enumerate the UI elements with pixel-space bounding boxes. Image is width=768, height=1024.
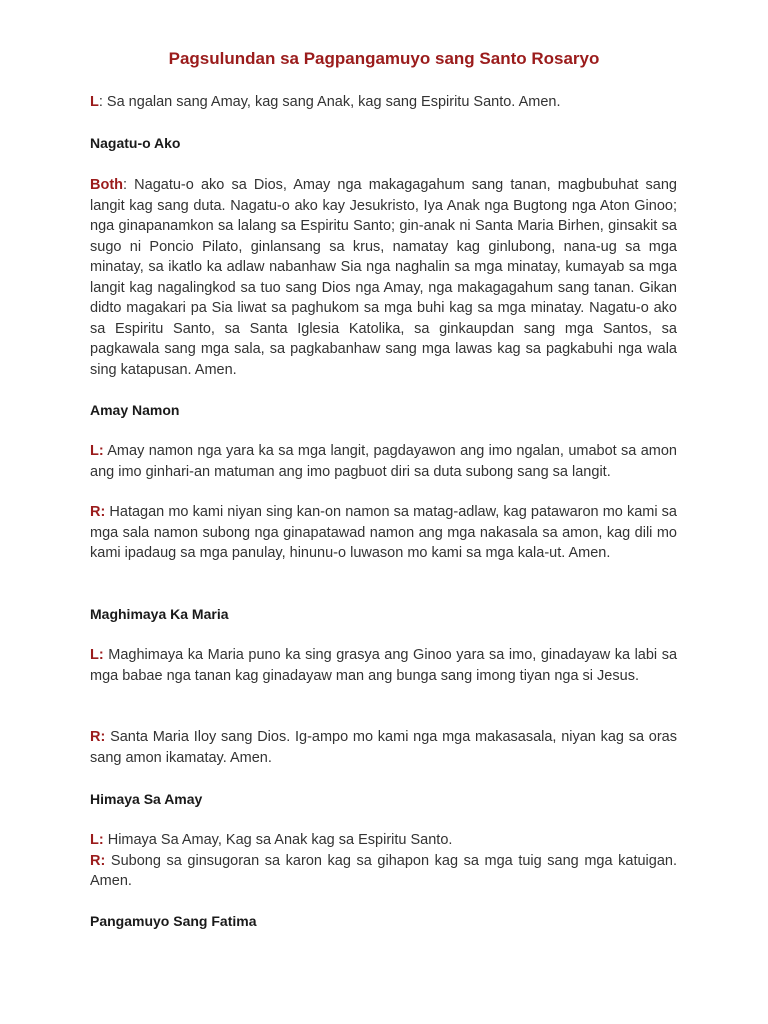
section-heading-nagatu-o-ako: Nagatu-o Ako — [90, 135, 181, 151]
section-heading-maghimaya-ka-maria: Maghimaya Ka Maria — [90, 606, 229, 622]
maghimaya-leader-text: Maghimaya ka Maria puno ka sing grasya ang Ginoo yara sa imo, ginadayaw ka labi sa mga babae nga tanan kag ginadayaw man ang bunga sang imong tiyan nga si Jesus. — [90, 647, 678, 684]
speaker-label: L: — [90, 443, 104, 459]
intro-paragraph — [90, 92, 677, 113]
maghimaya-leader — [90, 645, 677, 686]
amay-namon-leader — [90, 441, 677, 482]
speaker-label: Both — [90, 177, 124, 193]
creed-text: Nagatu-o ako sa Dios, Amay nga makagagahum sang tanan, magbubuhat sang langit kag sang duta. Nagatu-o ako kay Jesukristo, Iya Anak nga Bugtong nga Aton Ginoo; nga ginapanamkon sa lalang sa Espiritu Santo; gin-anak ni Santa Maria Birhen, ginsakit sa sugo ni Poncio Pilato, ginlansang sa krus, namatay kag ginlubong, nana-ug sa mga minatay, sa ikatlo ka adlaw nabanhaw Sia nga naghalin sa mga minatay, kumayab sa mga langit kag nagalingkod sa tuo sang Dios nga Amay, nga makagagahum sang tanan. Gikan didto magakari pa Sia liwat sa paghukom sa mga buhi kag sa mga minatay. Nagatu-o ako sa Espiritu Santo, sa Santa Iglesia Katolika, sa ginkaupdan sang mga Santos, sa pagkawala sang mga sala, sa pagkabanhaw sang mga lawas kag sa pagkabuhi nga wala sing katapusan. Amen. — [90, 177, 677, 378]
maghimaya-response-text: Santa Maria Iloy sang Dios. Ig-ampo mo kami nga mga makasasala, niyan kag sa oras sang amon ikamatay. Amen. — [90, 729, 678, 766]
amay-namon-response — [90, 502, 677, 564]
speaker-label: R: — [90, 504, 106, 520]
speaker-label: L: — [90, 832, 104, 848]
section-heading-pangamuyo-sang-fatima: Pangamuyo Sang Fatima — [90, 913, 257, 929]
himaya-response-text: Subong sa ginsugoran sa karon kag sa gihapon kag sa mga tuig sang mga katuigan. Amen. — [90, 852, 678, 889]
himaya-lines — [90, 830, 677, 892]
section-heading-himaya-sa-amay: Himaya Sa Amay — [90, 791, 203, 807]
amay-namon-leader-text: Amay namon nga yara ka sa mga langit, pagdayawon ang imo ngalan, umabot sa amon ang imo ginhari-an matuman ang imo pagbuot diri sa duta subong sang sa langit. — [90, 443, 678, 480]
speaker-label: L: — [90, 647, 104, 663]
speaker-label: R: — [90, 729, 106, 745]
intro-text: Sa ngalan sang Amay, kag sang Anak, kag sang Espiritu Santo. Amen. — [106, 94, 561, 110]
himaya-leader — [90, 830, 677, 851]
himaya-leader-text: Himaya Sa Amay, Kag sa Anak kag sa Espiritu Santo. — [107, 832, 453, 848]
speaker-separator: : — [123, 177, 135, 193]
himaya-response — [90, 851, 677, 892]
speaker-label: R: — [90, 852, 106, 869]
maghimaya-response — [90, 727, 677, 768]
speaker-separator: : — [98, 94, 107, 110]
section-heading-amay-namon: Amay Namon — [90, 402, 180, 418]
amay-namon-response-text: Hatagan mo kami niyan sing kan-on namon sa matag-adlaw, kag patawaron mo kami sa mga sala namon subong nga ginapatawad namon ang mga nakasala sa amon, kag dili mo kami ipadaug sa mga panulay, hinunu-o luwason mo kami sa mga kala-ut. Amen. — [90, 504, 677, 561]
document-title: Pagsulundan sa Pagpangamuyo sang Santo Rosaryo — [168, 49, 600, 68]
creed-paragraph — [90, 175, 677, 380]
speaker-label: L — [90, 94, 99, 110]
